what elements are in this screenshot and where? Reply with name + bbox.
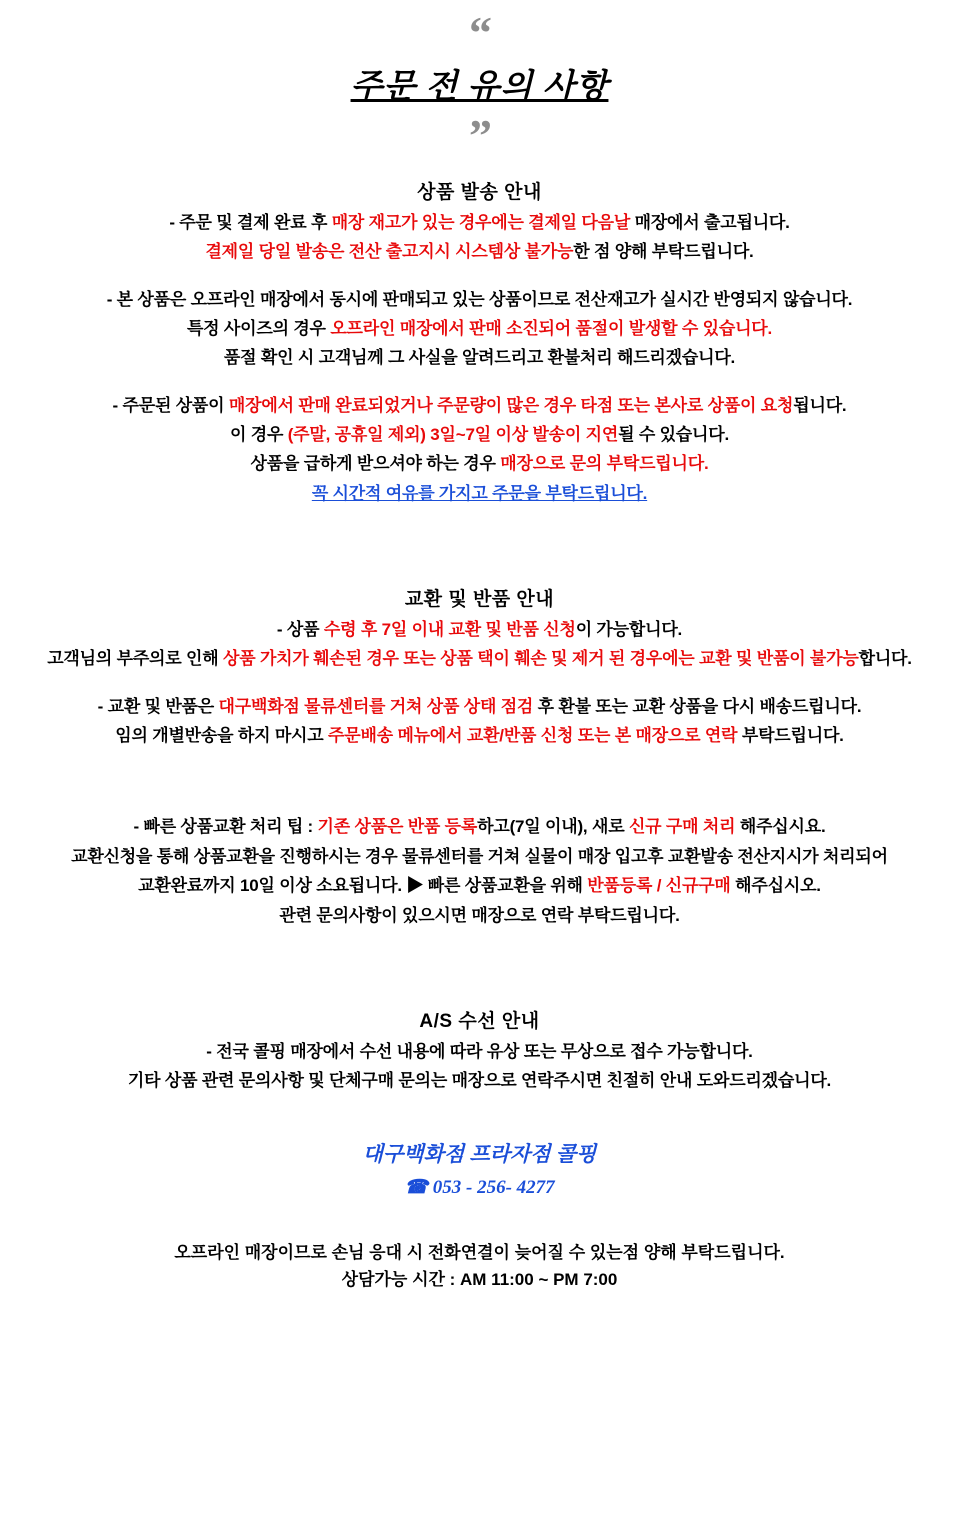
exchange-line-1-highlight: 수령 후 7일 이내 교환 및 반품 신청: [323, 620, 576, 640]
footer-line-2: 상담가능 시간 : AM 11:00 ~ PM 7:00: [341, 1269, 618, 1289]
shipping-line-8: [0, 451, 959, 477]
store-phone[interactable]: ☎ 053 - 256- 4277: [404, 1176, 555, 1198]
shipping-line-1-highlight: 매장 재고가 있는 경우에는 결제일 다음날: [331, 213, 631, 232]
fast-exchange-line-3: [0, 873, 959, 899]
shipping-line-8-highlight: 매장으로 문의 부탁드립니다.: [500, 454, 709, 474]
fast-exchange-line-1-text-a: - 빠른 상품교환 처리 팁 :: [133, 817, 318, 837]
exchange-title: 교환 및 반품 안내: [404, 589, 555, 611]
as-line-1: - 전국 콜핑 매장에서 수선 내용에 따라 유상 또는 무상으로 접수 가능합니다.: [206, 1041, 753, 1061]
spacer: [0, 752, 959, 814]
shipping-line-2-text: 한 점 양해 부탁드립니다.: [573, 242, 754, 262]
as-title: A/S 수선 안내: [419, 1010, 540, 1032]
fast-exchange-line-3-text-b: 해주십시오.: [730, 876, 821, 896]
fast-exchange-line-3-highlight: 반품등록 / 신규구매: [587, 876, 731, 896]
shipping-line-4: [0, 316, 959, 342]
quote-open-mark: “: [469, 7, 490, 58]
exchange-line-4-text-b: 부탁드립니다.: [737, 726, 844, 746]
store-contact-block: [0, 1138, 959, 1199]
shipping-line-2-highlight: 결제일 당일 발송은 전산 출고지시 시스템상 불가능: [205, 242, 574, 262]
shipping-title: 상품 발송 안내: [417, 182, 542, 203]
fast-exchange-line-2: 교환신청을 통해 상품교환을 진행하시는 경우 물류센터를 거쳐 실물이 매장 입고후 교환발송 전산지시가 처리되어: [71, 846, 888, 866]
as-line-2: 기타 상품 관련 문의사항 및 단체구매 문의는 매장으로 연락주시면 친절히 안내 도와드리겠습니다.: [127, 1071, 832, 1091]
shipping-line-6-text-b: 됩니다.: [793, 395, 847, 415]
exchange-line-3-text-b: 후 환불 또는 교환 상품을 다시 배송드립니다.: [533, 696, 862, 716]
shipping-line-4-highlight: 오프라인 매장에서 판매 소진되어 품절이 발생할 수 있습니다.: [330, 319, 773, 339]
fast-exchange-line-1-text-b: 하고(7일 이내), 새로: [477, 817, 629, 837]
spacer: [0, 159, 959, 177]
shipping-line-1: [0, 210, 959, 236]
exchange-line-3-text-a: - 교환 및 반품은: [97, 696, 219, 716]
exchange-line-1: [0, 617, 959, 643]
fast-exchange-line-1-highlight-2: 신규 구매 처리: [628, 817, 736, 837]
shipping-line-9: [0, 481, 959, 507]
exchange-line-4: [0, 723, 959, 749]
section-as-repair: [0, 1006, 959, 1095]
shipping-line-5: 품절 확인 시 고객님께 그 사실을 알려드리고 환불처리 해드리겠습니다.: [223, 348, 736, 368]
shipping-line-7-text-b: 될 수 있습니다.: [618, 425, 729, 445]
footer-note-block: [0, 1239, 959, 1293]
fast-exchange-line-4: 관련 문의사항이 있으시면 매장으로 연락 부탁드립니다.: [279, 905, 680, 925]
page-title: 주문 전 유의 사항: [350, 69, 609, 105]
spacer: [0, 1199, 959, 1239]
spacer: [0, 932, 959, 1006]
spacer: [0, 510, 959, 584]
exchange-line-3: [0, 694, 959, 720]
exchange-line-2-highlight: 상품 가치가 훼손된 경우 또는 상품 택이 훼손 및 제거 된 경우에는 교환 및 반품이 불가능: [222, 649, 859, 669]
exchange-line-2-text-a: 고객님의 부주의로 인해: [47, 649, 223, 669]
shipping-line-7: [0, 422, 959, 448]
shipping-line-3: - 본 상품은 오프라인 매장에서 동시에 판매되고 있는 상품이므로 전산재고가 실시간 반영되지 않습니다.: [106, 289, 853, 309]
section-shipping: [0, 177, 959, 507]
shipping-line-6: [0, 393, 959, 419]
quote-close-mark: ”: [469, 110, 490, 161]
shipping-line-7-highlight: (주말, 공휴일 제외) 3일~7일 이상 발송이 지연: [287, 425, 619, 445]
fast-exchange-line-1-text-c: 해주십시요.: [735, 817, 826, 837]
spacer: [0, 1098, 959, 1138]
section-fast-exchange-tip: [0, 814, 959, 928]
fast-exchange-line-1: [0, 814, 959, 840]
shipping-line-1-text-b: 매장에서 출고됩니다.: [630, 213, 790, 232]
shipping-emphasis-note: 꼭 시간적 여유를 가지고 주문을 부탁드립니다.: [311, 483, 648, 503]
fast-exchange-line-1-highlight-1: 기존 상품은 반품 등록: [317, 817, 478, 837]
page-header: [0, 4, 959, 159]
shipping-line-7-text-a: 이 경우: [230, 425, 288, 445]
shipping-line-8-text: 상품을 급하게 받으셔야 하는 경우: [250, 454, 501, 474]
shipping-line-4-text: 특정 사이즈의 경우: [186, 319, 331, 339]
shipping-line-2: [0, 239, 959, 265]
exchange-line-3-highlight: 대구백화점 물류센터를 거쳐 상품 상태 점검: [218, 696, 534, 716]
shipping-line-6-highlight: 매장에서 판매 완료되었거나 주문량이 많은 경우 타점 또는 본사로 상품이 요청: [228, 395, 794, 415]
exchange-line-2-text-b: 합니다.: [858, 649, 912, 669]
shipping-line-1-text-a: - 주문 및 결제 완료 후: [169, 213, 332, 232]
footer-line-1: 오프라인 매장이므로 손님 응대 시 전화연결이 늦어질 수 있는점 양해 부탁드립니다.: [174, 1242, 785, 1262]
fast-exchange-line-3-text-a: 교환완료까지 10일 이상 소요됩니다. ▶ 빠른 상품교환을 위해: [138, 876, 588, 896]
exchange-line-1-text-b: 이 가능합니다.: [575, 620, 683, 640]
exchange-line-2: [0, 646, 959, 672]
exchange-line-4-text-a: 임의 개별반송을 하지 마시고: [115, 726, 329, 746]
store-name: 대구백화점 프라자점 콜핑: [362, 1141, 597, 1166]
shipping-line-6-text-a: - 주문된 상품이: [112, 395, 229, 415]
section-exchange-return: [0, 584, 959, 749]
exchange-line-4-highlight: 주문배송 메뉴에서 교환/반품 신청 또는 본 매장으로 연락: [328, 726, 738, 746]
exchange-line-1-text-a: - 상품: [276, 620, 324, 640]
